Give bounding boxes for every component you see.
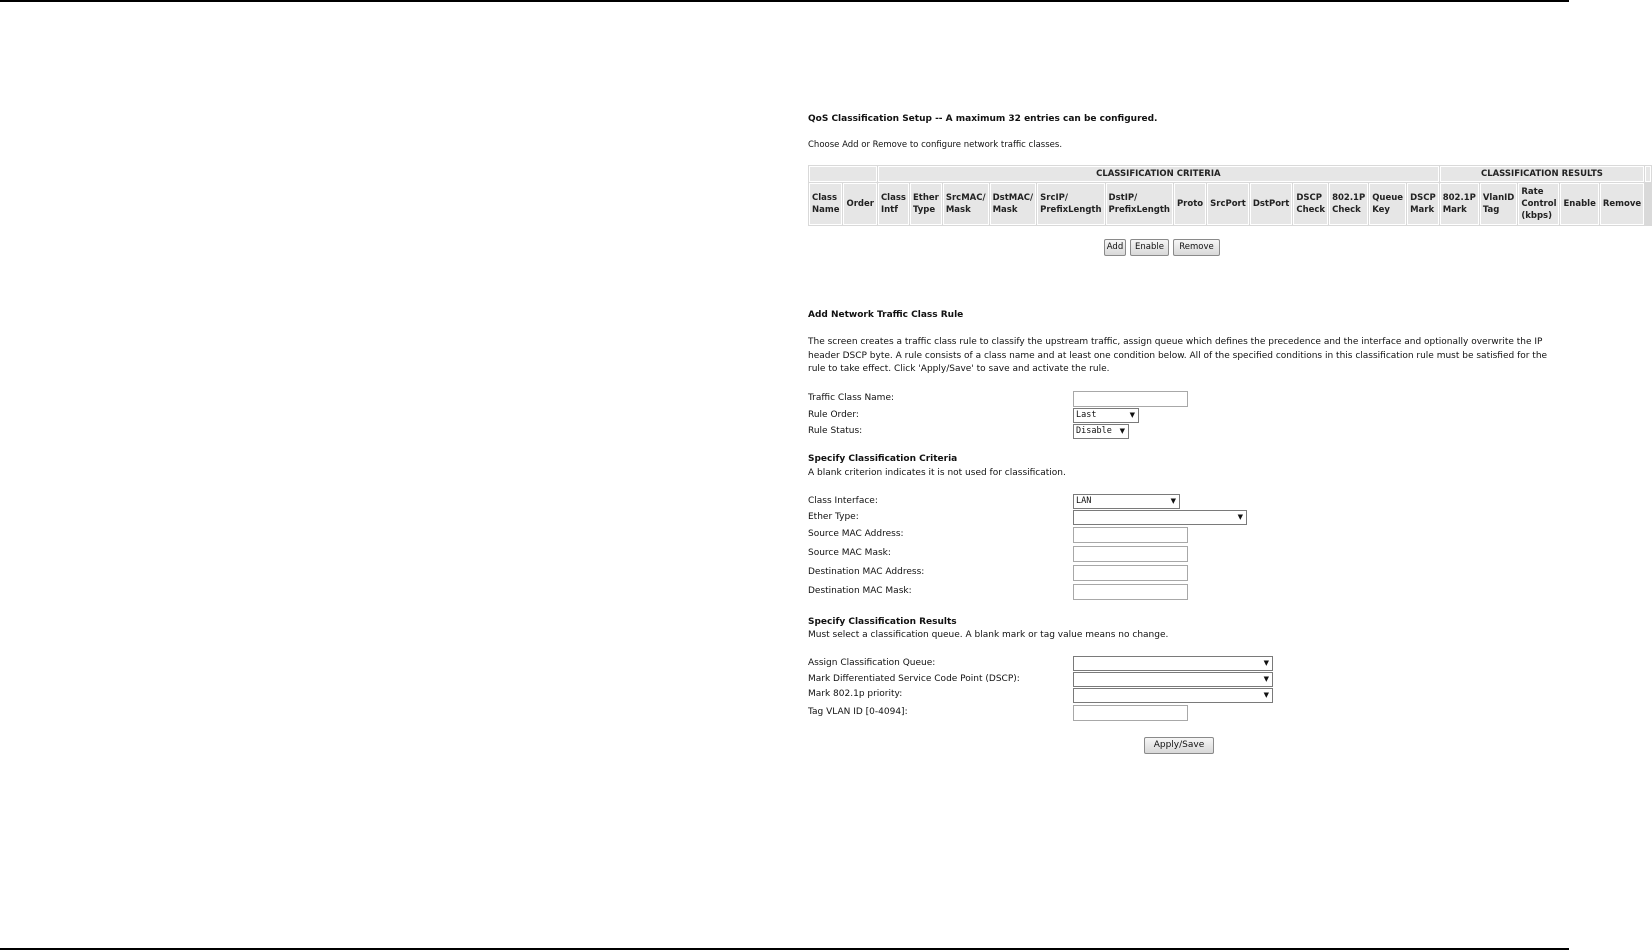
class-interface-select[interactable] — [1073, 494, 1180, 509]
mark-dscp-select[interactable] — [1073, 672, 1273, 687]
destination-mac-address-label: Destination MAC Address: — [808, 567, 925, 577]
header-class-intf: Class Intf — [878, 183, 909, 225]
setup-title: QoS Classification Setup -- A maximum 32 entries can be configured. — [808, 114, 1158, 124]
header-srcip-prefix: SrcIP/ PrefixLength — [1037, 183, 1104, 225]
rule-order-select[interactable] — [1073, 408, 1139, 423]
header-dstmac-mask: DstMAC/ Mask — [990, 183, 1037, 225]
setup-subtitle: Choose Add or Remove to configure network traffic classes. — [808, 140, 1063, 150]
tag-vlan-id-label: Tag VLAN ID [0-4094]: — [808, 707, 908, 717]
traffic-class-name-label: Traffic Class Name: — [808, 393, 895, 403]
results-note: Must select a classification queue. A blank mark or tag value means no change. — [808, 630, 1169, 640]
remove-button[interactable]: Remove — [1173, 239, 1220, 256]
header-rate-control: Rate Control (kbps) — [1518, 183, 1559, 225]
mark-dscp-label: Mark Differentiated Service Code Point (DSCP): — [808, 674, 1020, 684]
header-dstip-prefix: DstIP/ PrefixLength — [1106, 183, 1173, 225]
group-spacer-left — [809, 166, 877, 182]
source-mac-mask-label: Source MAC Mask: — [808, 548, 891, 558]
rule-title: Add Network Traffic Class Rule — [808, 310, 964, 320]
group-classification-criteria: CLASSIFICATION CRITERIA — [878, 166, 1439, 182]
header-srcmac-mask: SrcMAC/ Mask — [943, 183, 989, 225]
mark-8021p-priority-select[interactable] — [1073, 688, 1273, 703]
header-class-name: Class Name — [809, 183, 842, 225]
group-classification-results: CLASSIFICATION RESULTS — [1440, 166, 1644, 182]
header-remove: Remove — [1600, 183, 1644, 225]
tag-vlan-id-input[interactable] — [1073, 705, 1188, 721]
rule-order-value: Last — [1076, 410, 1097, 420]
header-8021p-mark: 802.1P Mark — [1440, 183, 1479, 225]
chevron-down-icon: ▼ — [1263, 691, 1269, 699]
header-enable: Enable — [1560, 183, 1598, 225]
ether-type-select[interactable] — [1073, 510, 1247, 525]
header-order: Order — [843, 183, 876, 225]
source-mac-address-input[interactable] — [1073, 527, 1188, 543]
destination-mac-mask-input[interactable] — [1073, 584, 1188, 600]
chevron-down-icon: ▼ — [1263, 659, 1269, 667]
add-button[interactable]: Add — [1104, 239, 1126, 256]
rule-order-label: Rule Order: — [808, 410, 859, 420]
class-interface-value: LAN — [1076, 496, 1092, 506]
chevron-down-icon: ▼ — [1263, 675, 1269, 683]
results-title: Specify Classification Results — [808, 617, 957, 627]
source-mac-address-label: Source MAC Address: — [808, 529, 904, 539]
apply-save-button[interactable]: Apply/Save — [1144, 737, 1214, 754]
header-8021p-check: 802.1P Check — [1329, 183, 1368, 225]
header-srcport: SrcPort — [1207, 183, 1249, 225]
source-mac-mask-input[interactable] — [1073, 546, 1188, 562]
assign-queue-label: Assign Classification Queue: — [808, 658, 936, 668]
header-dscp-mark: DSCP Mark — [1407, 183, 1439, 225]
rule-description: The screen creates a traffic class rule to classify the upstream traffic, assign queue which defines the precedence and the interface and optionally overwrite the IP header DSCP byte. A rule consists of a class name and at least one condition below. All of the specified conditions in this classification rule must be satisfied for the rule to take effect. Click 'Apply/Save' to save and activate the rule. — [808, 337, 1548, 374]
assign-queue-select[interactable] — [1073, 656, 1273, 671]
header-proto: Proto — [1174, 183, 1206, 225]
top-border-line — [0, 0, 1569, 2]
chevron-down-icon: ▼ — [1119, 427, 1125, 435]
criteria-note: A blank criterion indicates it is not used for classification. — [808, 468, 1066, 478]
enable-button[interactable]: Enable — [1130, 239, 1169, 256]
rule-status-label: Rule Status: — [808, 426, 863, 436]
rule-status-value: Disable — [1076, 426, 1112, 436]
header-vlanid-tag: VlanID Tag — [1480, 183, 1518, 225]
classification-table — [808, 165, 1652, 226]
destination-mac-mask-label: Destination MAC Mask: — [808, 586, 912, 596]
rule-status-select[interactable] — [1073, 424, 1129, 439]
criteria-title: Specify Classification Criteria — [808, 454, 958, 464]
destination-mac-address-input[interactable] — [1073, 565, 1188, 581]
traffic-class-name-input[interactable] — [1073, 391, 1188, 407]
header-queue-key: Queue Key — [1369, 183, 1406, 225]
header-ether-type: Ether Type — [910, 183, 942, 225]
chevron-down-icon: ▼ — [1129, 411, 1135, 419]
ether-type-label: Ether Type: — [808, 512, 859, 522]
group-spacer-right — [1645, 166, 1651, 182]
chevron-down-icon: ▼ — [1237, 513, 1243, 521]
chevron-down-icon: ▼ — [1170, 497, 1176, 505]
bottom-border-line — [0, 948, 1569, 950]
header-dscp-check: DSCP Check — [1293, 183, 1328, 225]
class-interface-label: Class Interface: — [808, 496, 878, 506]
header-dstport: DstPort — [1250, 183, 1293, 225]
mark-8021p-priority-label: Mark 802.1p priority: — [808, 689, 903, 699]
